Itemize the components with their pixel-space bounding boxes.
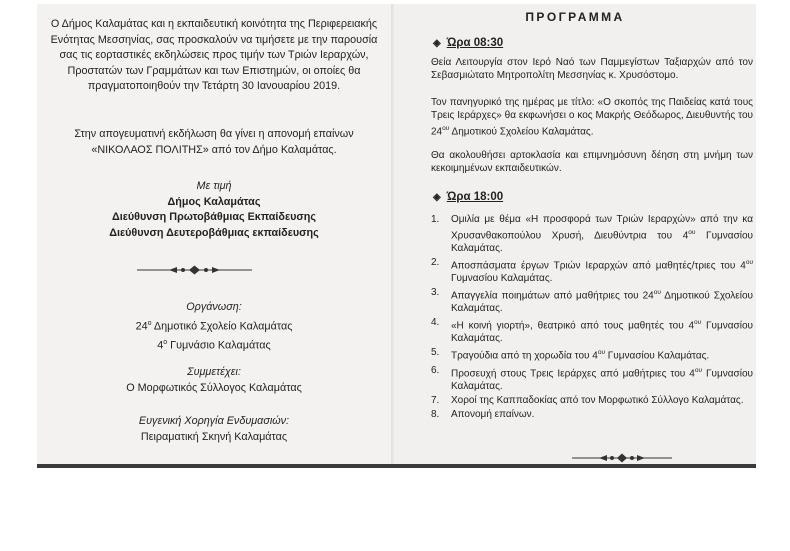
sponsor-label: Ευγενική Χορηγία Ενδυμασιών:	[138, 415, 290, 427]
signature-block	[37, 179, 391, 241]
signatory-municipality: Δήμος Καλαμάτας	[167, 195, 261, 208]
signatory-primary-education: Διεύθυνση Πρωτοβάθμιας Εκπαίδευσης	[112, 211, 316, 224]
participant-name: Ο Μορφωτικός Σύλλογος Καλαμάτας	[126, 381, 302, 394]
list-item: 1. Ομιλία με θέμα «Η προσφορά των Τριών Ιεραρχών» από την κα Χρυσανθακοπούλου Χρυσή, Διευθύντρια του $4^{o\upsilon}$ Γυμνασίου Καλαμάτας.	[431, 214, 753, 254]
list-item: 7. Χοροί της Καππαδοκίας από τον Μορφωτικό Σύλλογο Καλαμάτας.	[431, 394, 744, 406]
organization-label: Οργάνωση:	[186, 301, 242, 313]
participates-label: Συμμετέχει:	[187, 366, 241, 378]
evening-program-list	[431, 214, 753, 423]
evening-hour-heading: ◈ Ώρα 18:00	[433, 191, 504, 203]
sponsor-name: Πειραματική Σκηνή Καλαμάτας	[140, 430, 288, 443]
list-item: 5. Τραγούδια από τη χορωδία του $4^{o\upsilon}$ Γυμνασίου Καλαμάτας.	[431, 347, 710, 362]
morning-hour-heading: ◈ Ώρα 08:30	[433, 37, 504, 49]
left-page	[37, 4, 391, 467]
list-item: 8. Απονομή επαίνων.	[431, 408, 535, 420]
memorial-paragraph: Θα ακολουθήσει αρτοκλασία και επιμνημόσυνη δέηση στη μνήμη των κεκοιμημένων εκπαιδευτικών.	[431, 150, 753, 174]
participation-block	[37, 365, 391, 396]
organization-block	[37, 300, 391, 354]
divider-ornament-left	[137, 264, 252, 276]
signatory-secondary-education: Διεύθυνση Δευτεροβάθμιας εκπαίδευσης	[109, 226, 319, 239]
divider-ornament-right	[572, 452, 672, 464]
list-item: 3. Απαγγελία ποιημάτων από μαθήτριες του $24^{o\upsilon}$ Δημοτικού Σχολείου Καλαμάτας.	[431, 287, 753, 315]
list-item: 6. Προσευχή στους Τρεις Ιεράρχες από μαθήτριες του $4^{o\upsilon}$ Γυμνασίου Καλαμάτας.	[431, 364, 753, 392]
panegyric-paragraph: Τον πανηγυρικό της ημέρας με τίτλο: «Ο σκοπός της Παιδείας κατά τους Τρεις Ιεράρχες» θα εκφωνήσει ο κος Μακρής Θεόδωρος, Διευθυντής του $24^{o\upsilon}$ Δημοτικού Σχολείου Καλαμάτας.	[431, 97, 753, 137]
regards-text: Με τιμή	[196, 180, 232, 192]
program-title: ΠΡΟΓΡΑΜΜΑ	[525, 10, 625, 24]
organizer-primary-school: $24^o$ Δημοτικό Σχολείο Καλαμάτας	[135, 319, 293, 333]
list-item: 4. «Η κοινή γιορτή», θεατρικό από τους μαθητές του $4^{o\upsilon}$ Γυμνασίου Καλαμάτας.	[431, 317, 753, 345]
diamond-bullet-icon: ◈	[433, 192, 441, 203]
organizer-high-school: $4^o$ Γυμνάσιο Καλαμάτας	[157, 338, 271, 352]
intro-paragraph: Ο Δήμος Καλαμάτας και η εκπαιδευτική κοινότητα της Περιφερειακής Ενότητας Μεσσηνίας, σας προσκαλούν να τιμήσετε με την παρουσία σας τις εορταστικές εκδηλώσεις προς τιμήν των Τριών Ιεραρχών, Προστατών των Γραμμάτων και των Επιστημών, οι οποίες θα πραγματοποιηθούν την Τετάρτη 30 Ιανουαρίου 2019.	[50, 18, 378, 93]
award-paragraph: Στην απογευματινή εκδήλωση θα γίνει η απονομή επαίνων «ΝΙΚΟΛΑΟΣ ΠΟΛΙΤΗΣ» από τον Δήμο Καλαμάτας.	[74, 128, 354, 156]
invitation-sheet	[37, 4, 756, 467]
sponsor-block	[37, 414, 391, 445]
right-page	[394, 4, 756, 467]
list-item: 2. Αποσπάσματα έργων Τριών Ιεραρχών από μαθητές/τριες του $4^{o\upsilon}$ Γυμνασίου Καλαμάτας.	[431, 256, 753, 285]
diamond-bullet-icon: ◈	[433, 38, 441, 49]
scan-edge	[37, 464, 756, 468]
liturgy-paragraph: Θεία Λειτουργία στον Ιερό Ναό των Παμμεγίστων Ταξιαρχών από τον Σεβασμιώτατο Μητροπολίτη Μεσσηνίας κ. Χρυσόστομο.	[431, 57, 753, 81]
